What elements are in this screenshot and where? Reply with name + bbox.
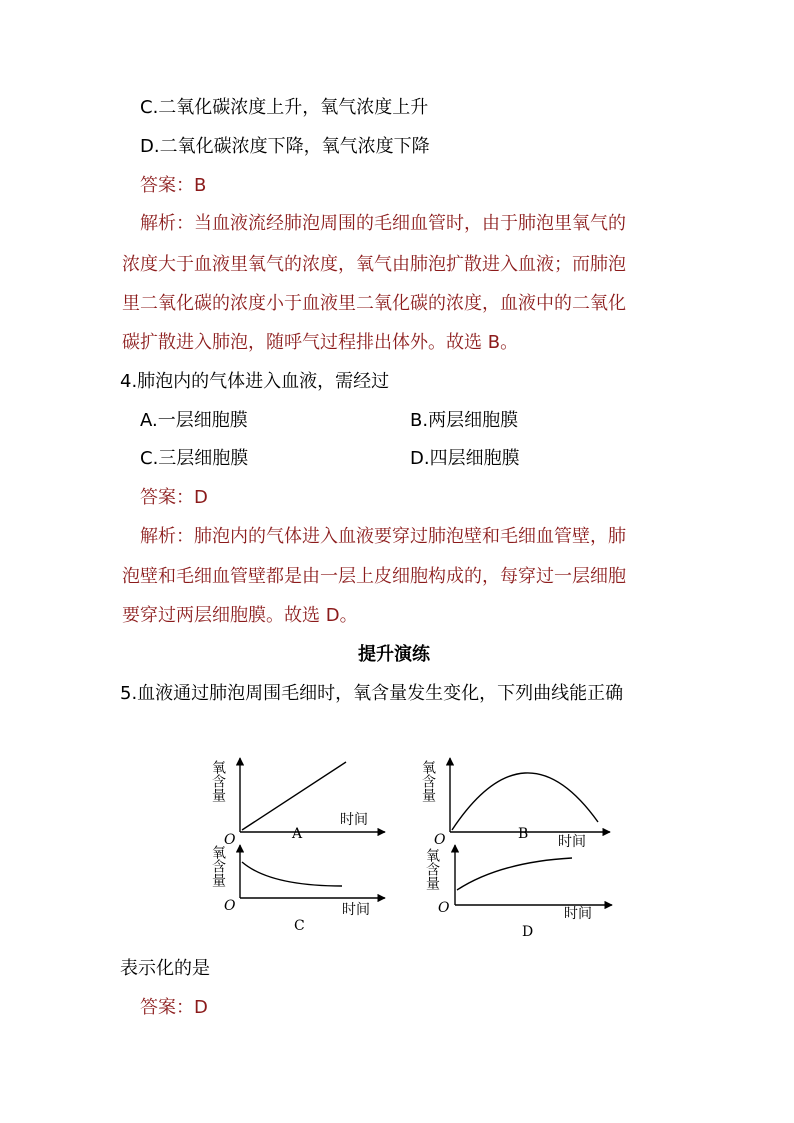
q3-explanation-line-1: 解析：当血液流经肺泡周围的毛细血管时，由于肺泡里氧气的 [140,213,626,234]
panel-a-letter: A [292,826,303,842]
panel-d-ylabel: 氧含量 [424,848,440,890]
q4-explanation-line-2: 泡壁和毛细血管壁都是由一层上皮细胞构成的，每穿过一层细胞 [122,566,626,587]
q5-stem: 5.血液通过肺泡周围毛细时，氧含量发生变化，下列曲线能正确 [120,683,624,704]
panel-d-origin: O [438,900,450,916]
panel-a-xlabel: 时间 [340,812,368,828]
panel-c-origin: O [224,898,236,914]
panel-b-letter: B [518,826,529,842]
oxygen-curve-svg [200,740,620,950]
panel-b-origin: O [434,832,446,848]
q3-explanation-line-3: 里二氧化碳的浓度小于血液里二氧化碳的浓度，血液中的二氧化 [122,293,626,314]
q4-option-d: D.四层细胞膜 [410,448,520,469]
q4-explanation-line-3: 要穿过两层细胞膜。故选 D。 [122,605,358,626]
panel-a-ylabel: 氧含量 [210,760,226,802]
q4-option-a: A.一层细胞膜 [140,410,248,431]
q3-explanation-line-2: 浓度大于血液里氧气的浓度，氧气由肺泡扩散进入血液；而肺泡 [122,254,626,275]
section-title: 提升演练 [358,644,430,665]
panel-c-letter: C [294,918,305,934]
q3-option-c: C.二氧化碳浓度上升，氧气浓度上升 [140,97,429,118]
oxygen-curve-figure [200,740,620,950]
panel-a-origin: O [224,832,236,848]
panel-c-curve [242,862,342,886]
q4-answer: 答案：D [140,487,208,508]
panel-b-xlabel: 时间 [558,834,586,850]
panel-d-xlabel: 时间 [564,906,592,922]
q4-option-b: B.两层细胞膜 [410,410,519,431]
panel-b-curve [452,773,598,830]
q3-option-d: D.二氧化碳浓度下降，氧气浓度下降 [140,136,430,157]
panel-d-letter: D [522,924,534,940]
q4-stem: 4.肺泡内的气体进入血液，需经过 [120,371,390,392]
panel-c-xlabel: 时间 [342,902,370,918]
panel-b-ylabel: 氧含量 [420,760,436,802]
q3-explanation-line-4: 碳扩散进入肺泡，随呼气过程排出体外。故选 B。 [122,332,519,353]
panel-c-ylabel: 氧含量 [210,845,226,887]
panel-d-curve [457,858,572,890]
q3-answer: 答案：B [140,175,207,196]
q5-stem-end: 表示化的是 [120,958,210,979]
q5-answer: 答案：D [140,997,208,1018]
panel-a-curve [242,762,346,830]
q4-explanation-line-1: 解析：肺泡内的气体进入血液要穿过肺泡壁和毛细血管壁，肺 [140,526,626,547]
q4-option-c: C.三层细胞膜 [140,448,249,469]
